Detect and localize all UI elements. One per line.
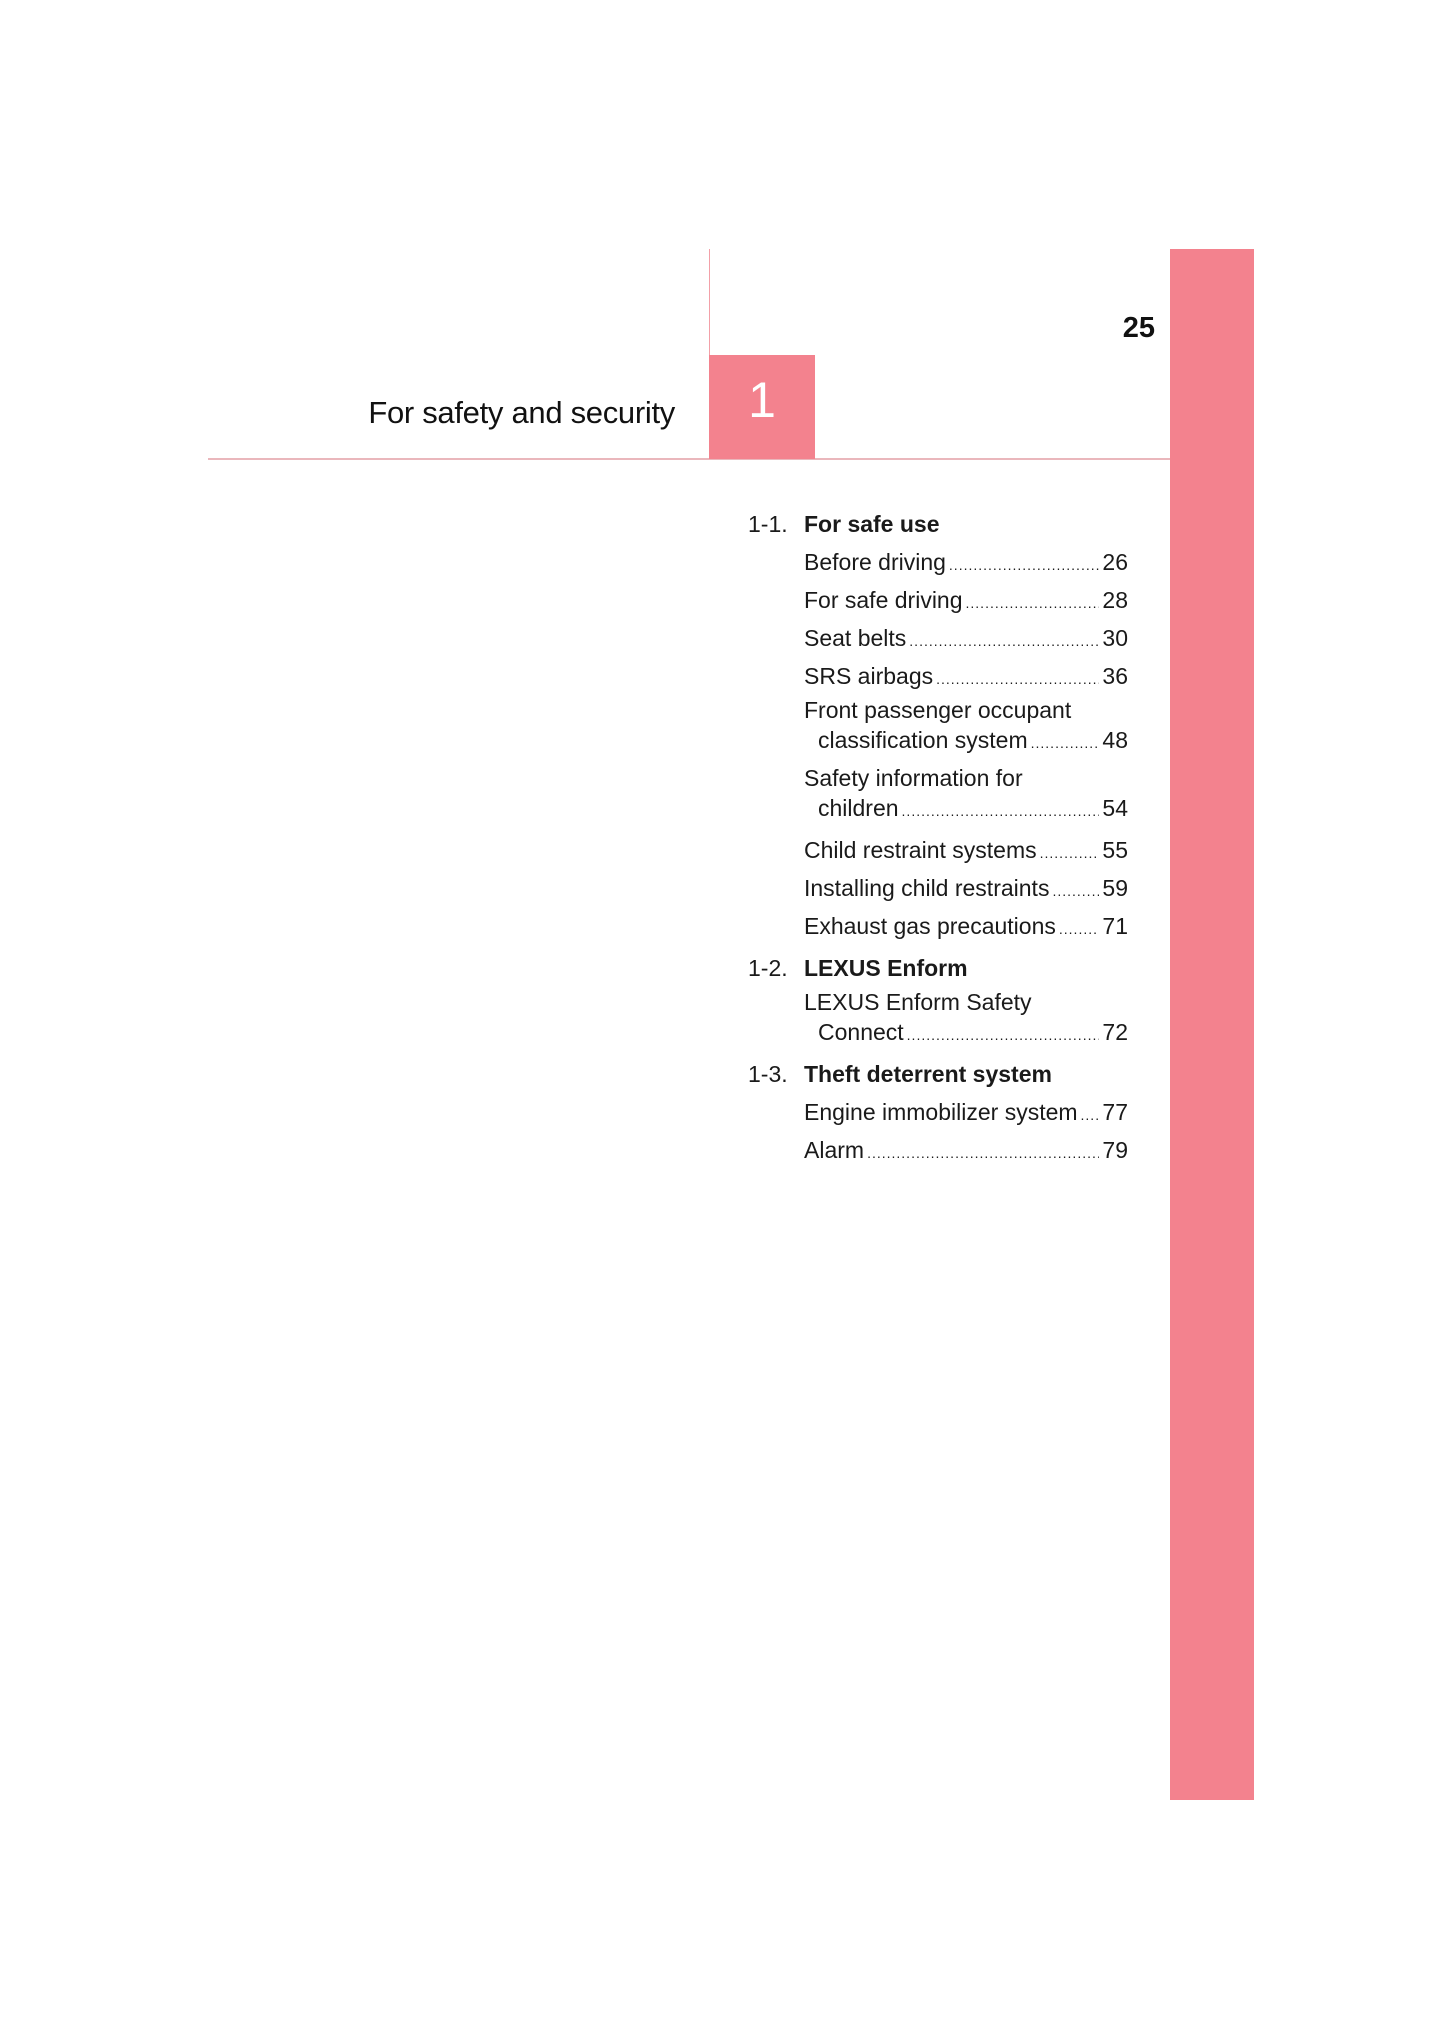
dot-leader [949,546,1099,584]
toc-group-number: 1-1. [748,510,788,537]
toc-group-number: 1-2. [748,954,788,981]
toc-entry[interactable] [748,907,1128,945]
toc-entry-page: 77 [1102,1099,1128,1125]
toc-entry-page: 36 [1102,663,1128,689]
toc-entry-text: classification system [818,727,1028,753]
toc-entry-text: LEXUS Enform Safety [804,989,1032,1015]
toc-entry-line [804,831,1128,869]
table-of-contents [748,505,1128,1173]
dot-leader [1081,1096,1100,1134]
toc-entry-text: SRS airbags [804,663,934,689]
toc-entry-line [804,543,1128,581]
toc-entry[interactable] [748,831,1128,869]
toc-entry-text: Engine immobilizer system [804,1099,1078,1125]
toc-entry-line [804,657,1128,695]
toc-entry[interactable] [748,987,1128,1047]
toc-entry-text: Front passenger occupant [804,697,1072,723]
toc-entry-text: Alarm [804,1137,865,1163]
header-vertical-divider [709,249,710,356]
dot-leader [909,622,1099,660]
toc-entry-text: For safe driving [804,587,963,613]
toc-group-number: 1-3. [748,1060,788,1087]
toc-entry-list [748,1093,1128,1169]
toc-entry-page: 79 [1102,1137,1128,1163]
toc-entry-line [804,1131,1128,1169]
toc-entry[interactable] [748,581,1128,619]
toc-entry-page: 54 [1102,795,1128,821]
dot-leader [1031,728,1100,758]
toc-entry-page: 26 [1102,549,1128,575]
dot-leader [867,1134,1099,1172]
toc-entry-text: Seat belts [804,625,907,651]
header-horizontal-divider [208,458,1170,460]
toc-entry[interactable] [748,543,1128,581]
toc-entry-text: Safety information for [804,765,1023,791]
toc-entry-line [804,907,1128,945]
toc-entry-line [804,869,1128,907]
dot-leader [1040,834,1100,872]
dot-leader [1052,872,1099,910]
dot-leader [936,660,1099,698]
dot-leader [966,584,1100,622]
toc-entry-text: Exhaust gas precautions [804,913,1056,939]
section-title: For safety and security [368,395,675,430]
toc-entry[interactable] [748,619,1128,657]
toc-entry-page: 48 [1102,727,1128,753]
toc-entry[interactable] [748,1131,1128,1169]
toc-entry-line [804,793,1128,823]
toc-entry-text: Connect [818,1019,904,1045]
toc-group [748,1055,1128,1169]
toc-entry[interactable] [748,695,1128,755]
toc-entry-page: 71 [1102,913,1128,939]
toc-entry-page: 30 [1102,625,1128,651]
toc-entry[interactable] [748,869,1128,907]
dot-leader [902,796,1100,826]
toc-entry-text: Installing child restraints [804,875,1050,901]
dot-leader [1059,910,1100,948]
toc-group-header[interactable] [748,949,1128,987]
toc-entry-page: 59 [1102,875,1128,901]
page-number: 25 [1122,312,1155,344]
toc-entry[interactable] [748,657,1128,695]
toc-entry-text: Before driving [804,549,946,575]
toc-entry-line [804,1093,1128,1131]
chapter-side-tab [1170,249,1254,1800]
toc-entry[interactable] [748,1093,1128,1131]
toc-group-title: LEXUS Enform [804,954,968,981]
toc-entry-text: children [818,795,899,821]
toc-entry-line [804,619,1128,657]
toc-group [748,949,1128,1047]
toc-group [748,505,1128,945]
dot-leader [907,1020,1100,1050]
toc-entry-list [748,987,1128,1047]
toc-entry[interactable] [748,763,1128,823]
chapter-number: 1 [748,372,776,428]
toc-entry-page: 28 [1102,587,1128,613]
toc-entry-line [804,1017,1128,1047]
toc-entry-line [804,725,1128,755]
toc-entry-text: Child restraint systems [804,837,1037,863]
toc-entry-list [748,543,1128,945]
toc-entry-page: 72 [1102,1019,1128,1045]
toc-group-title: For safe use [804,510,940,537]
toc-entry-line [804,581,1128,619]
toc-entry-page: 55 [1102,837,1128,863]
chapter-number-box [709,355,815,459]
toc-group-title: Theft deterrent system [804,1060,1052,1087]
toc-group-header[interactable] [748,505,1128,543]
toc-group-header[interactable] [748,1055,1128,1093]
